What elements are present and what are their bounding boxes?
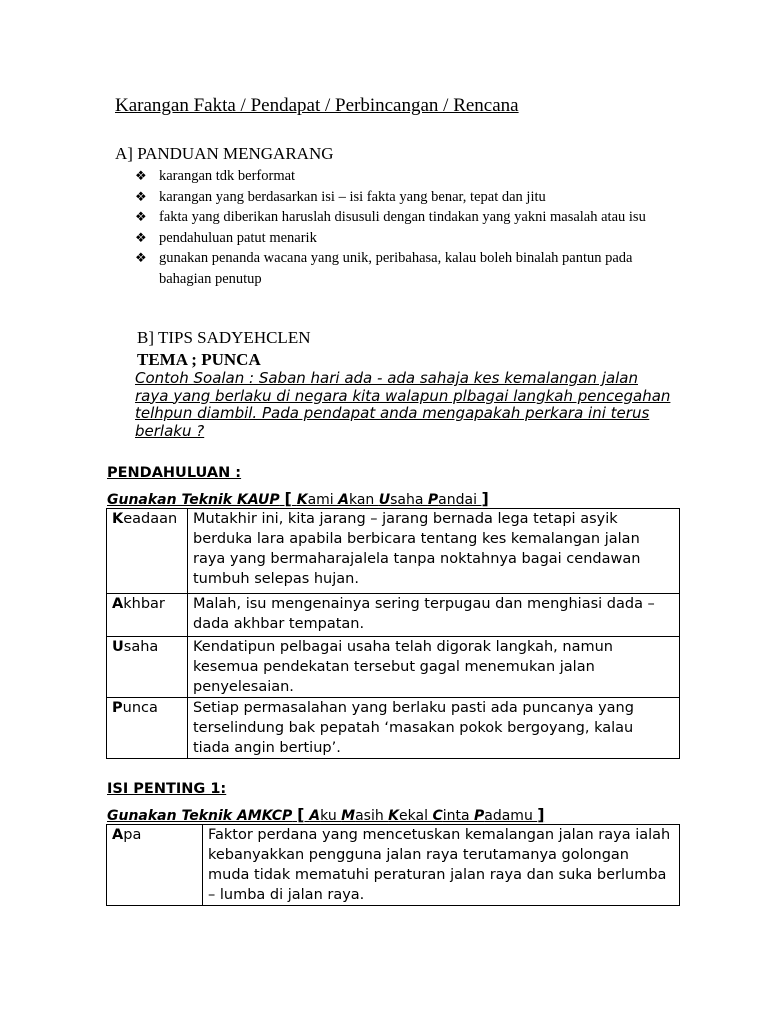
- isi-penting-1-heading: ISI PENTING 1:: [107, 781, 227, 797]
- technique-prefix: Gunakan Teknik KAUP: [107, 492, 280, 508]
- technique-word: Pandai: [427, 492, 482, 508]
- list-item: [135, 166, 675, 187]
- table-row: [107, 698, 680, 759]
- contoh-soalan: Contoh Soalan : Saban hari ada - ada sahaja kes kemalangan jalan raya yang berlaku di negara kita walapun plbagai langkah pencegahan telhpun diambil. Pada pendapat anda mengapakah perkara ini terus berlaku ?: [135, 369, 671, 440]
- bracket-open: [: [297, 805, 305, 824]
- section-b-heading: B] TIPS SADYEHCLEN: [137, 328, 311, 347]
- row-key: Keadaan: [107, 509, 188, 594]
- technique-word: Padamu: [474, 808, 538, 824]
- bullet-text: pendahuluan patut menarik: [159, 229, 317, 246]
- table-row: [107, 594, 680, 637]
- amkcp-table: [106, 824, 680, 906]
- list-item: [135, 187, 675, 208]
- list-item: [135, 207, 675, 228]
- technique-word: Aku: [309, 808, 342, 824]
- technique-prefix: Gunakan Teknik AMKCP: [107, 808, 293, 824]
- table-row: [107, 509, 680, 594]
- diamond-bullet-icon: ❖: [135, 168, 147, 183]
- list-item: [135, 228, 675, 249]
- document-title: Karangan Fakta / Pendapat / Perbincangan / Rencana: [115, 95, 519, 116]
- row-text: Kendatipun pelbagai usaha telah digorak langkah, namun kesemua pendekatan tersebut gagal menemukan jalan penyelesaian.: [188, 637, 680, 698]
- technique-word: Kami: [296, 492, 339, 508]
- bullet-text: karangan tdk berformat: [159, 168, 296, 184]
- row-text: Mutakhir ini, kita jarang – jarang bernada lega tetapi asyik berduka lara apabila berbicara tentang kes kemalangan jalan raya yang bermaharajalela tanpa noktahnya bagai cendawan tumbuh selepas hujan.: [188, 509, 680, 594]
- table-row: [107, 637, 680, 698]
- row-key: Apa: [107, 825, 203, 906]
- bullet-text: fakta yang diberikan haruslah disusuli dengan tindakan yang yakni masalah atau isu: [159, 209, 646, 225]
- technique-word: Usaha: [378, 492, 428, 508]
- bullet-text: karangan yang berdasarkan isi – isi fakta yang benar, tepat dan jitu: [159, 188, 546, 205]
- technique-word: Akan: [338, 492, 379, 508]
- diamond-bullet-icon: ❖: [135, 188, 147, 204]
- bracket-close: ]: [481, 489, 489, 508]
- diamond-bullet-icon: ❖: [135, 209, 147, 224]
- tema-label: TEMA ; PUNCA: [137, 350, 261, 369]
- row-key: Akhbar: [107, 594, 188, 637]
- kaup-table: [106, 508, 680, 759]
- pendahuluan-heading: PENDAHULUAN :: [107, 465, 242, 481]
- guide-bullet-list: [135, 166, 675, 289]
- row-text: Faktor perdana yang mencetuskan kemalangan jalan raya ialah kebanyakkan pengguna jalan raya terutamanya golongan muda tidak mematuhi peraturan jalan raya dan suka berlumba – lumba di jalan raya.: [203, 825, 680, 906]
- list-item: [135, 248, 675, 289]
- kaup-technique-line: [107, 489, 489, 508]
- bracket-open: [: [284, 489, 292, 508]
- diamond-bullet-icon: ❖: [135, 250, 147, 265]
- technique-word: Masih: [341, 808, 389, 824]
- bracket-close: ]: [537, 805, 545, 824]
- diamond-bullet-icon: ❖: [135, 229, 147, 245]
- row-text: Setiap permasalahan yang berlaku pasti ada puncanya yang terselindung bak pepatah ‘masakan pokok bergoyang, kalau tiada angin bertiup’.: [188, 698, 680, 759]
- row-key: Punca: [107, 698, 188, 759]
- technique-word: Kekal: [388, 808, 433, 824]
- table-row: [107, 825, 680, 906]
- row-key: Usaha: [107, 637, 188, 698]
- technique-word: Cinta: [432, 808, 474, 824]
- amkcp-technique-line: [107, 805, 545, 824]
- row-text: Malah, isu mengenainya sering terpugau dan menghiasi dada – dada akhbar tempatan.: [188, 594, 680, 637]
- bullet-text: gunakan penanda wacana yang unik, peribahasa, kalau boleh binalah pantun pada bahagian penutup: [159, 250, 633, 287]
- section-a-heading: A] PANDUAN MENGARANG: [115, 144, 334, 163]
